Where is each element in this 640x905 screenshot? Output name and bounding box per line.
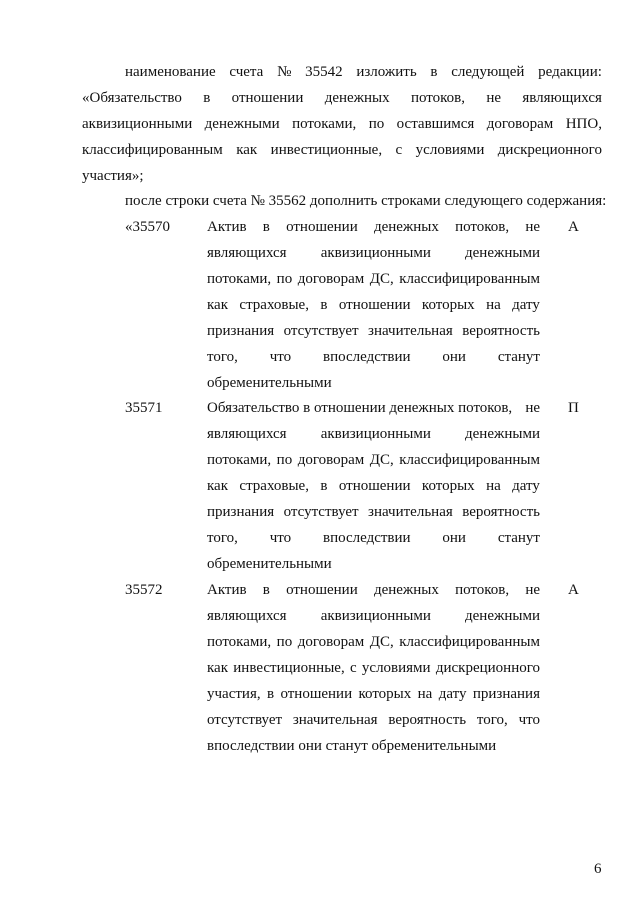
word: денежных — [324, 90, 390, 106]
account-description-line — [207, 660, 540, 677]
word: потоками, — [207, 634, 272, 650]
word: отношении — [338, 478, 411, 494]
account-description-last-line: обременительными — [207, 556, 332, 572]
word: того, — [207, 349, 238, 365]
word: потоками, — [207, 452, 272, 468]
word: по — [276, 634, 293, 650]
account-description-line — [207, 582, 540, 599]
account-description-line — [207, 400, 540, 417]
word: станут — [497, 530, 540, 546]
word: ДС, — [369, 452, 394, 468]
word: впоследствии — [322, 530, 411, 546]
account-description-line — [207, 297, 540, 314]
word: дискреционного — [497, 142, 602, 158]
account-type: П — [568, 400, 579, 416]
word: отсутствует — [207, 712, 283, 728]
word: по — [276, 271, 293, 287]
word: отсутствует — [283, 504, 359, 520]
word: счета — [229, 64, 264, 80]
word: в — [262, 219, 270, 235]
word: наименование — [125, 64, 216, 80]
word: которых — [358, 686, 412, 702]
word: которых — [421, 478, 475, 494]
paragraph-2: после строки счета № 35562 дополнить строками следующего содержания: — [125, 193, 607, 209]
word: являющихся — [207, 426, 287, 442]
word: ДС, — [369, 271, 394, 287]
word: потоков, — [455, 219, 510, 235]
account-description-line — [207, 504, 540, 521]
word: того, — [476, 712, 508, 728]
word: договорам — [297, 452, 365, 468]
word: по — [276, 452, 293, 468]
account-description-line — [207, 219, 540, 236]
account-description-line — [207, 608, 540, 625]
word: условиями — [361, 660, 431, 676]
account-description-last-line: обременительными — [207, 375, 332, 391]
account-type: А — [568, 219, 579, 235]
word: на — [486, 297, 501, 313]
account-description-line — [207, 478, 540, 495]
word: не — [525, 400, 540, 416]
account-code: 35571 — [125, 400, 163, 416]
word: что — [518, 712, 540, 728]
word: № — [277, 64, 292, 80]
word: как — [236, 142, 258, 158]
word: Обязательство в отношении денежных потоков, — [207, 400, 513, 416]
page-number: 6 — [594, 861, 602, 877]
word: дату — [512, 478, 540, 494]
account-description-line — [207, 271, 540, 288]
account-description-line — [207, 634, 540, 651]
account-code: «35570 — [125, 219, 170, 235]
word: Актив — [207, 582, 247, 598]
word: изложить — [356, 64, 417, 80]
word: редакции: — [538, 64, 602, 80]
word: отношении — [280, 686, 353, 702]
word: значительная — [368, 504, 453, 520]
word: значительная — [368, 323, 453, 339]
paragraph-1-line-2 — [82, 90, 602, 107]
word: договорам — [486, 116, 554, 132]
word: как — [207, 297, 229, 313]
word: страховые, — [239, 297, 309, 313]
account-description-last-line: впоследствии они станут обременительными — [207, 738, 497, 754]
word: они — [442, 349, 466, 365]
word: договорам — [297, 271, 365, 287]
word: являющихся — [207, 245, 287, 261]
word: следующей — [451, 64, 525, 80]
word: аквизиционными — [320, 426, 431, 442]
word: участия, — [207, 686, 261, 702]
word: аквизиционными — [320, 245, 431, 261]
word: с — [349, 660, 357, 676]
word: страховые, — [239, 478, 309, 494]
account-code: 35572 — [125, 582, 163, 598]
word: вероятность — [462, 323, 540, 339]
word: инвестиционные, — [270, 142, 383, 158]
word: по — [368, 116, 385, 132]
word: в — [203, 90, 211, 106]
word: признания — [207, 504, 275, 520]
word: денежными — [204, 116, 280, 132]
word: дискреционного — [435, 660, 540, 676]
word: отношении — [231, 90, 304, 106]
account-description-line — [207, 323, 540, 340]
paragraph-1-line-3 — [82, 116, 602, 133]
word: классифицированным — [399, 634, 540, 650]
word: как — [207, 660, 229, 676]
word: в — [320, 478, 328, 494]
paragraph-1-line-4 — [82, 142, 602, 159]
word: классифицированным — [399, 452, 540, 468]
account-description-line — [207, 349, 540, 366]
word: инвестиционные, — [233, 660, 345, 676]
word: отношении — [286, 582, 358, 598]
word: классифицированным — [399, 271, 540, 287]
word: они — [442, 530, 466, 546]
account-description-line — [207, 530, 540, 547]
account-description-line — [207, 452, 540, 469]
word: 35542 — [305, 64, 343, 80]
word: денежными — [465, 245, 540, 261]
word: не — [486, 90, 502, 106]
word: не — [525, 582, 540, 598]
word: с — [395, 142, 403, 158]
word: впоследствии — [322, 349, 411, 365]
word: денежных — [373, 219, 439, 235]
word: отношении — [286, 219, 358, 235]
word: отношении — [338, 297, 411, 313]
word: что — [269, 349, 292, 365]
word: станут — [497, 349, 540, 365]
paragraph-1-line-5: участия»; — [82, 168, 144, 184]
word: на — [417, 686, 433, 702]
word: условиями — [415, 142, 485, 158]
word: аквизиционными — [82, 116, 193, 132]
word: денежными — [465, 608, 540, 624]
word: оставшимся — [396, 116, 475, 132]
word: дату — [512, 297, 540, 313]
word: на — [486, 478, 501, 494]
word: являющихся — [207, 608, 287, 624]
word: денежными — [465, 426, 540, 442]
word: аквизиционными — [320, 608, 431, 624]
word: значительная — [292, 712, 378, 728]
paragraph-1-line-1 — [125, 64, 602, 81]
word: НПО, — [565, 116, 602, 132]
word: вероятность — [462, 504, 540, 520]
word: не — [525, 219, 540, 235]
word: Актив — [207, 219, 247, 235]
word: в — [430, 64, 438, 80]
word: которых — [421, 297, 475, 313]
word: классифицированным — [82, 142, 223, 158]
word: того, — [207, 530, 238, 546]
word: являющихся — [522, 90, 602, 106]
word: признания — [472, 686, 540, 702]
word: договорам — [297, 634, 365, 650]
word: «Обязательство — [82, 90, 182, 106]
word: потоками, — [292, 116, 357, 132]
word: потоками, — [207, 271, 272, 287]
word: денежных — [373, 582, 439, 598]
word: в — [320, 297, 328, 313]
word: в — [266, 686, 275, 702]
account-description-line — [207, 712, 540, 729]
word: ДС, — [369, 634, 394, 650]
word: дату — [438, 686, 467, 702]
word: как — [207, 478, 229, 494]
word: потоков, — [410, 90, 466, 106]
word: признания — [207, 323, 275, 339]
word: отсутствует — [283, 323, 359, 339]
account-description-line — [207, 686, 540, 703]
account-description-line — [207, 245, 540, 262]
word: вероятность — [388, 712, 467, 728]
word: потоков, — [455, 582, 510, 598]
word: в — [262, 582, 270, 598]
account-description-line — [207, 426, 540, 443]
account-type: А — [568, 582, 579, 598]
word: что — [269, 530, 292, 546]
